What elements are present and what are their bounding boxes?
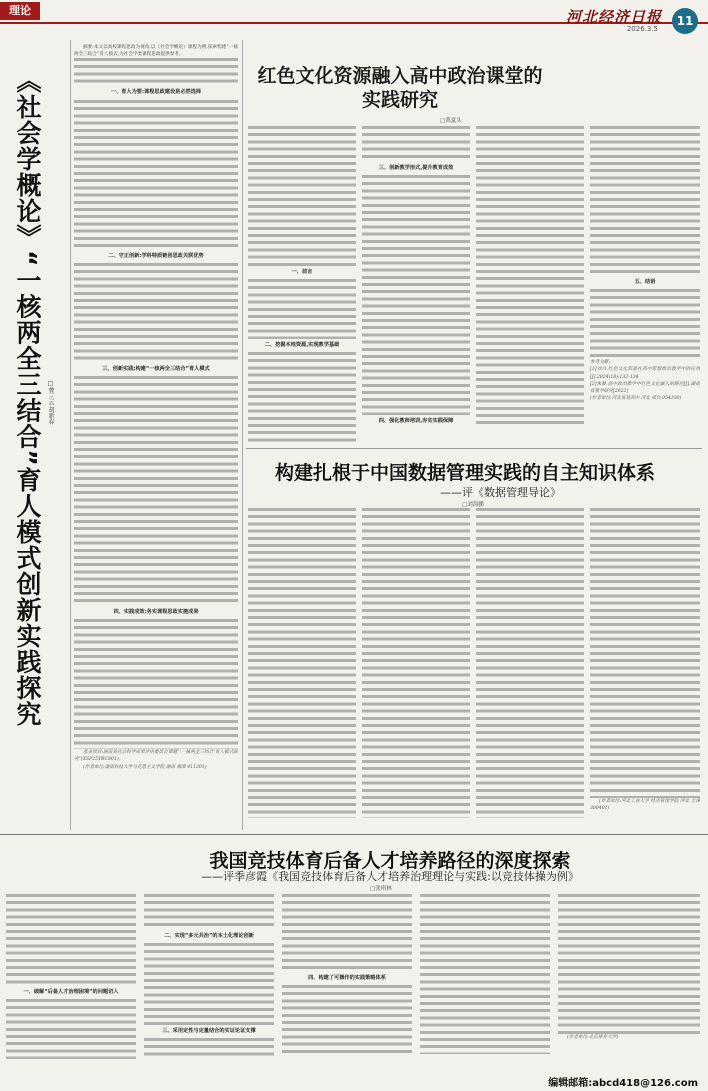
article-d-col-2: [144, 894, 274, 1062]
article-d-col-4: [420, 894, 550, 1062]
article-a-funding: 基金项目:湖南省社会科学成果评审委员会课题“‘一核两全三结合’育人模式研究”(XSP25YBC001)。: [74, 750, 238, 763]
article-c-col-3: [476, 508, 584, 826]
article-b-bottom-rule: [246, 448, 702, 449]
article-b-col-3: [476, 126, 584, 444]
issue-date: 2026.3.5: [626, 25, 658, 33]
article-d-subtitle: ——评季彦霞《我国竞技体育后备人才培养治理理论与实践:以竞技体操为例》: [201, 870, 579, 883]
article-d-unit: (作者单位:北京体育大学): [567, 1035, 619, 1040]
article-a-divider: [70, 40, 71, 830]
article-a-heading-1: 一、育人为要:课程思政建设是必然选择: [110, 89, 202, 96]
article-a-unit: (作者单位:湖南科技大学马克思主义学院 湖南 湘潭 411201): [83, 764, 207, 770]
article-c-unit: (作者单位:河北工业大学 经济管理学院 河北 天津 300401): [590, 799, 700, 812]
article-c-bottom-rule: [0, 834, 708, 835]
article-a-author: □曾三云 胡新春: [47, 380, 54, 425]
article-b-heading-3: 三、创新教学形式,提升教育成效: [378, 165, 454, 171]
article-d-col-3: [282, 894, 412, 1062]
article-d-title: 我国竞技体育后备人才培养路径的深度探索: [209, 850, 571, 872]
article-b-heading-5: 五、结语: [634, 279, 656, 285]
article-b-title: 红色文化资源融入高中政治课堂的实践研究: [257, 65, 543, 111]
article-b-author: □黄夏头: [440, 118, 462, 124]
article-d-heading-3: 三、采用定性与定量结合的实证论证支撑: [162, 1028, 256, 1035]
masthead: 河北经济日报: [565, 8, 662, 26]
article-c-author: □刘海鹏: [462, 502, 484, 508]
article-c-col-1: [248, 508, 356, 826]
article-a-heading-3: 三、创新实践:构建“一核两全三结合”育人模式: [102, 365, 210, 372]
article-d-heading-4: 四、构建了可操作的实践策略体系: [308, 975, 386, 981]
article-a-title: 《社会学概论》“一核两全三结合”育人模式创新实践探究: [13, 68, 42, 727]
article-d-heading-2: 二、实现“多元共治”的本土化理论创新: [164, 933, 254, 939]
article-b-col-4: [590, 126, 700, 444]
article-c-col-2: [362, 508, 470, 826]
article-a-heading-4: 四、实践成效:务实课程思政实施成果: [113, 609, 199, 616]
article-c-subtitle: ——评《数据管理导论》: [440, 486, 561, 499]
article-b-references: 参考文献: [1]刘丹.红色文化资源在高中思想政治教学中的应用[J].2024(18):132-134 [2]朱静.高中政治教学中红色文化融入的路径[J].湖南省教学研究[2022] (作者单位:河北省某高中 河北 邢台 054100): [590, 360, 700, 402]
article-c-title: 构建扎根于中国数据管理实践的自主知识体系: [274, 462, 655, 484]
article-c-col-4: [590, 508, 700, 826]
column-divider: [242, 40, 243, 830]
article-b-col-1: [248, 126, 356, 444]
article-b-heading-2: 二、挖掘本地资源,实现教学基础: [264, 342, 340, 349]
page-number: 11: [672, 8, 698, 34]
article-b-heading-4: 四、强化教师培训,夯实实践保障: [378, 418, 454, 425]
article-d-author: □张琪林: [370, 886, 392, 892]
article-a-body: [74, 44, 238, 824]
article-a-lead: 摘要:本文以高校课程思政为视角,以《社会学概论》课程为例,探索构建“一核两全三结合”育人模式,为社会学类课程思政提供参考。: [74, 45, 238, 58]
section-tag: 理论: [0, 2, 40, 20]
article-b-col-2: [362, 126, 470, 444]
article-d-col-5: [558, 894, 700, 1054]
article-a-heading-2: 二、守正创新:学科特质链创思政关联优势: [108, 252, 204, 259]
article-d-heading-1: 一、破解“后备人才治理困境”的问题切入: [23, 989, 119, 995]
article-b-heading-1: 一、前言: [291, 269, 313, 275]
editor-email: 编辑邮箱:abcd418@126.com: [548, 1078, 698, 1089]
article-d-col-1: [6, 894, 136, 1062]
